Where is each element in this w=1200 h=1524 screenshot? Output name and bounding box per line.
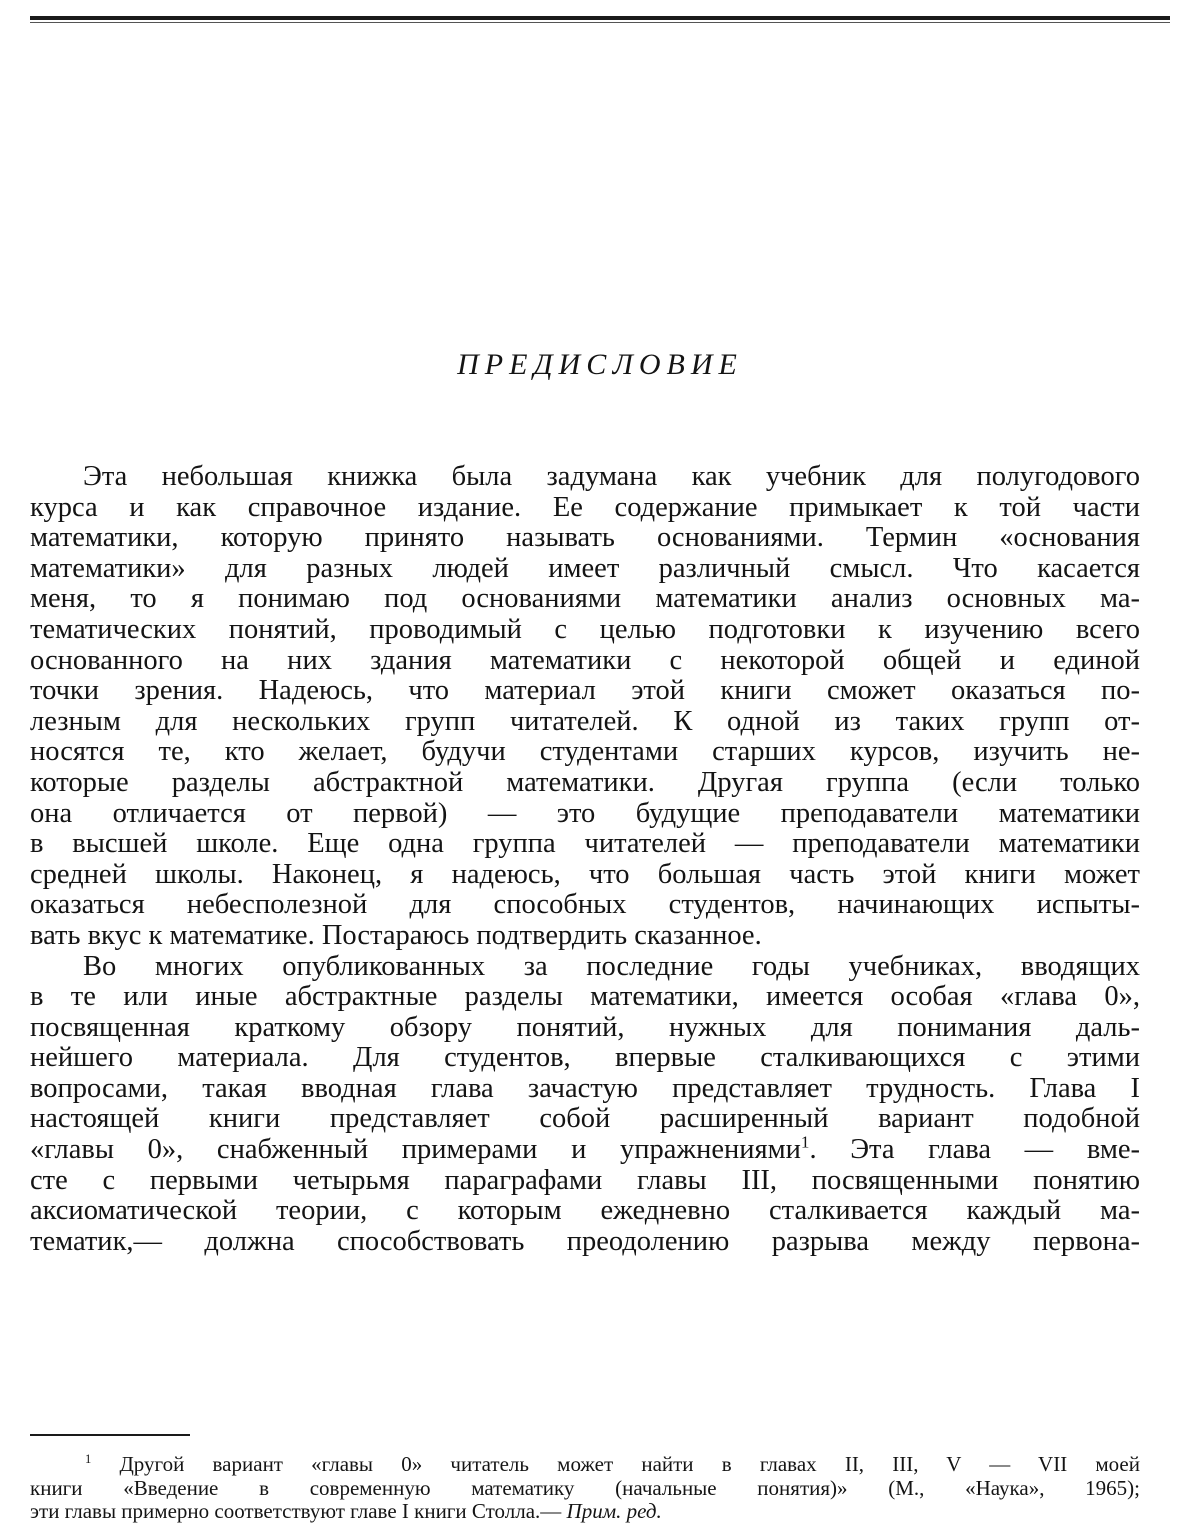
text-line: математики» для разных людей имеет различный смысл. Что касается	[30, 552, 1140, 584]
text-line: точки зрения. Надеюсь, что материал этой книги сможет оказаться по-	[30, 675, 1140, 707]
body-text	[30, 462, 1140, 1257]
footnote-marker: 1	[800, 1132, 810, 1152]
footnote	[30, 1453, 1140, 1524]
text-line: тематик,— должна способствовать преодолению разрыва между первона-	[30, 1225, 1140, 1257]
text-line: меня, то я понимаю под основаниями математики анализ основных ма-	[30, 583, 1140, 615]
text-line: Во многих опубликованных за последние годы учебниках, вводящих	[83, 950, 1140, 982]
text-line: оказаться небесполезной для способных студентов, начинающих испыты-	[30, 889, 1140, 921]
footnote-line: книги «Введение в современную математику (начальные понятия)» (М., «Наука», 1965);	[30, 1475, 1140, 1500]
text-line: сте с первыми четырьмя параграфами главы III, посвященными понятию	[30, 1164, 1140, 1196]
footnote-text: эти главы примерно соответствуют главе I книги Столла.—	[30, 1499, 567, 1523]
text-line: которые разделы абстрактной математики. Другая группа (если только	[30, 766, 1140, 798]
text-line: настоящей книги представляет собой расширенный вариант подобной	[30, 1103, 1140, 1135]
text-line-with-footnote	[30, 1132, 1140, 1166]
text-line: носятся те, кто желает, будучи студентами старших курсов, изучить не-	[30, 736, 1140, 768]
text-line: средней школы. Наконец, я надеюсь, что большая часть этой книги может	[30, 858, 1140, 890]
text-line: лезным для нескольких групп читателей. К одной из таких групп от-	[30, 705, 1140, 737]
footnote-rule	[30, 1434, 190, 1436]
text-line: тематических понятий, проводимый с целью подготовки к изучению всего	[30, 613, 1140, 645]
editor-note: Прим. ред.	[566, 1499, 662, 1523]
text-line: посвященная краткому обзору понятий, нужных для понимания даль-	[30, 1011, 1140, 1043]
text-line: основанного на них здания математики с некоторой общей и единой	[30, 644, 1140, 676]
paragraph-1	[30, 462, 1140, 952]
text-line: вать вкус к математике. Постараюсь подтвердить сказанное.	[30, 919, 762, 951]
footnote-line	[30, 1500, 1140, 1524]
text-line: математики, которую принято называть основаниями. Термин «основания	[30, 522, 1140, 554]
page-title: ПРЕДИСЛОВИЕ	[457, 348, 743, 381]
text-line: в те или иные абстрактные разделы математики, имеется особая «глава 0»,	[30, 981, 1140, 1013]
footnote-text: Другой вариант «главы 0» читатель может найти в главах II, III, V — VII моей	[119, 1452, 1140, 1476]
top-rule	[30, 16, 1170, 20]
text-line: курса и как справочное издание. Ее содержание примыкает к той части	[30, 491, 1140, 523]
text-line: нейшего материала. Для студентов, впервые сталкивающихся с этими	[30, 1042, 1140, 1074]
text-line: вопросами, такая вводная глава зачастую представляет трудность. Глава I	[30, 1072, 1140, 1104]
text-line: аксиоматической теории, с которым ежедневно сталкивается каждый ма-	[30, 1195, 1140, 1227]
text-line: она отличается от первой) — это будущие преподаватели математики	[30, 797, 1140, 829]
paragraph-2	[30, 952, 1140, 1258]
footnote-line	[30, 1453, 1140, 1477]
text-fragment: «главы 0», снабженный примерами и упражнениями	[30, 1134, 801, 1166]
text-line: в высшей школе. Еще одна группа читателей — преподаватели математики	[30, 828, 1140, 860]
text-fragment: . Эта глава — вме-	[809, 1134, 1140, 1166]
footnote-number: 1	[85, 1452, 92, 1466]
text-line: Эта небольшая книжка была задумана как учебник для полугодового	[83, 461, 1140, 492]
